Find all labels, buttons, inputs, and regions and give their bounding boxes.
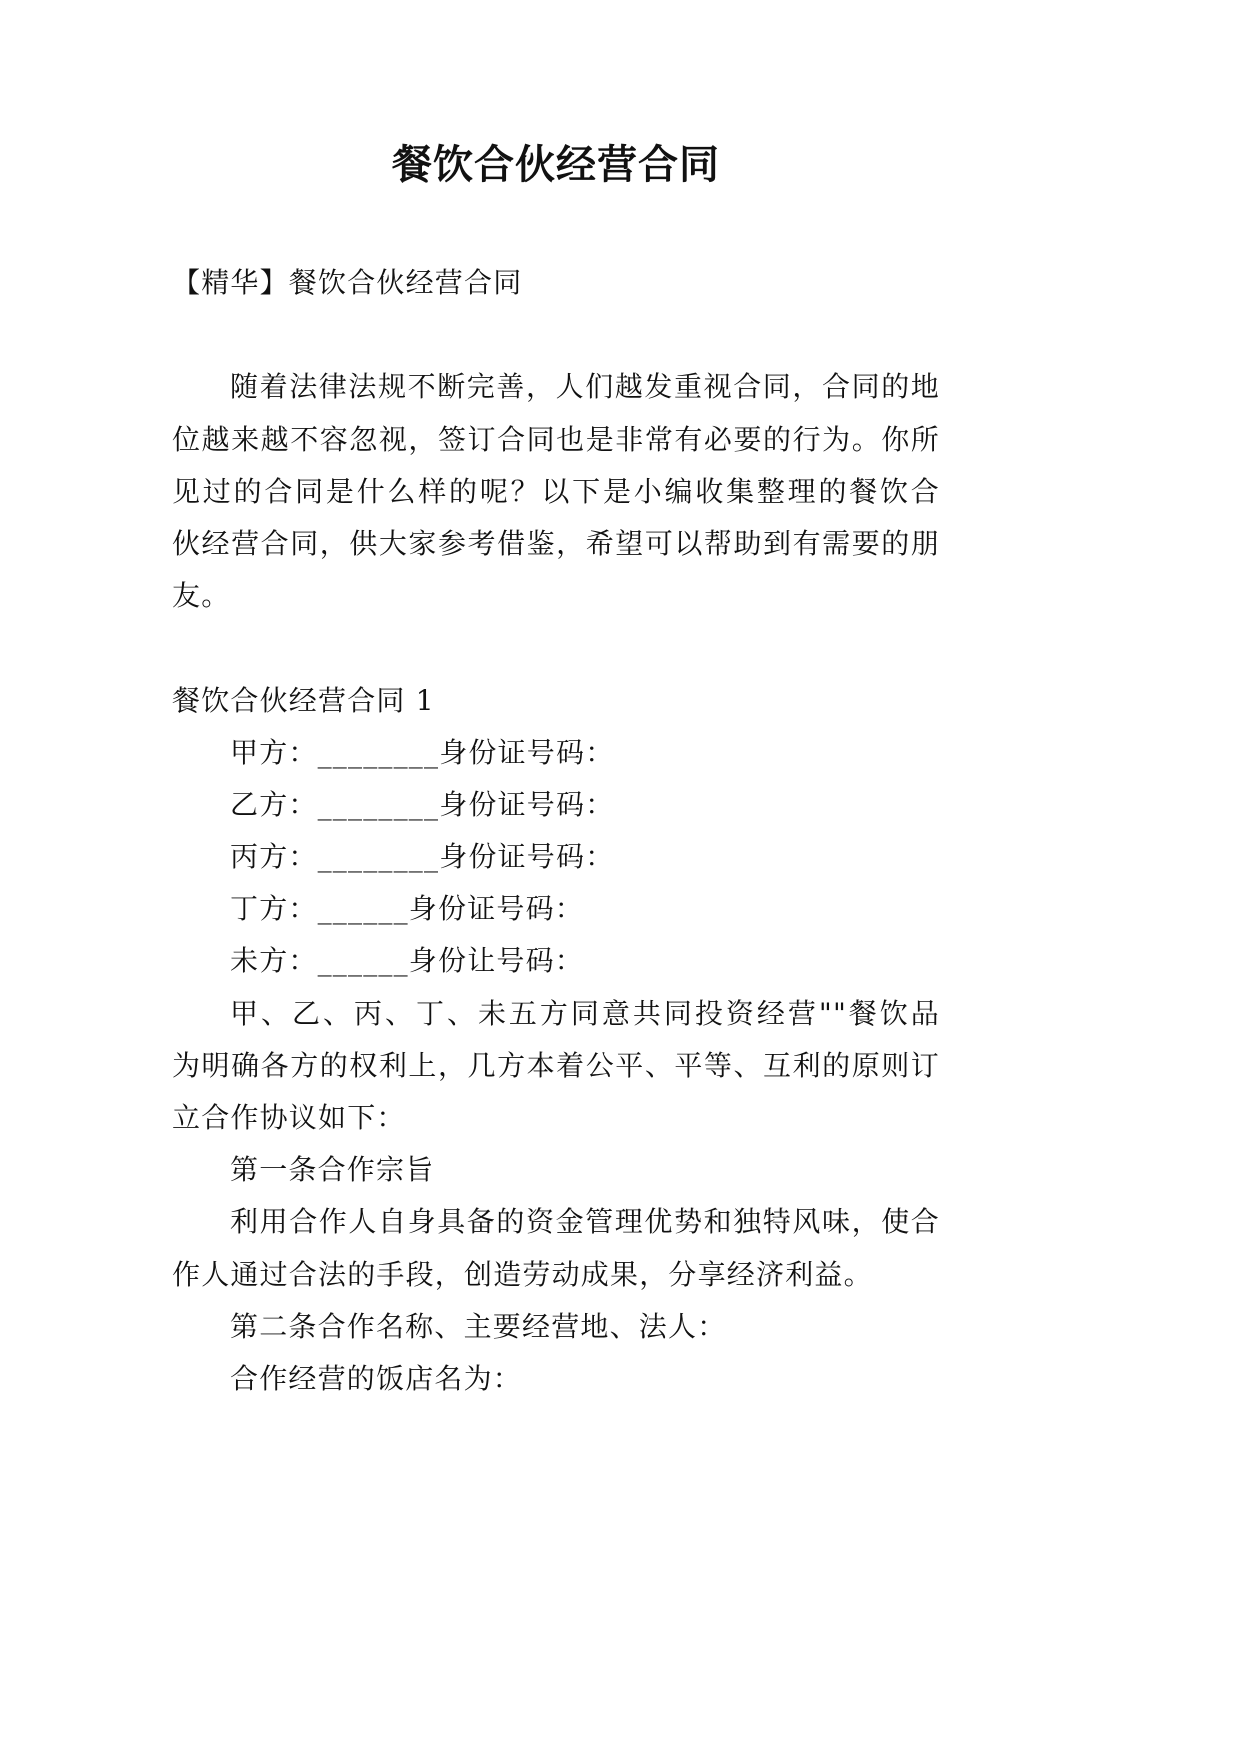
blank-line — [172, 622, 940, 674]
contract-heading: 餐饮合伙经营合同 1 — [172, 683, 435, 717]
article-body-line: 利用合作人自身具备的资金管理优势和独特风味，使合 — [230, 1205, 940, 1239]
intro-line: 位越来越不容忽视，签订合同也是非常有必要的行为。你所 — [172, 422, 940, 456]
party-line: 未方：______身份让号码： — [230, 944, 585, 978]
preamble-line: 甲、乙、丙、丁、未五方同意共同投资经营""餐饮品 — [230, 996, 940, 1030]
preamble-line: 为明确各方的权利上，几方本着公平、平等、互利的原则订 — [172, 1048, 940, 1082]
party-line: 甲方：________身份证号码： — [230, 735, 615, 769]
document-body — [172, 257, 940, 1405]
article-heading: 第二条合作名称、主要经营地、法人： — [230, 1309, 727, 1343]
document-subtitle: 【精华】餐饮合伙经营合同 — [172, 266, 523, 299]
blank-line — [172, 309, 940, 361]
preamble-line: 立合作协议如下： — [172, 1101, 406, 1134]
intro-line: 随着法律法规不断完善，人们越发重视合同，合同的地 — [230, 370, 940, 404]
party-line: 丁方：______身份证号码： — [230, 892, 585, 926]
party-line: 丙方：________身份证号码： — [230, 840, 615, 874]
party-line: 乙方：________身份证号码： — [230, 787, 615, 821]
document-title: 餐饮合伙经营合同 — [392, 141, 720, 188]
intro-line: 友。 — [172, 579, 231, 613]
intro-line: 见过的合同是什么样的呢？以下是小编收集整理的餐饮合 — [172, 474, 940, 508]
article-body-line: 作人通过合法的手段，创造劳动成果，分享经济利益。 — [172, 1257, 873, 1291]
intro-line: 伙经营合同，供大家参考借鉴，希望可以帮助到有需要的朋 — [172, 526, 940, 560]
article-heading: 第一条合作宗旨 — [230, 1153, 435, 1187]
article-body-line: 合作经营的饭店名为： — [230, 1361, 523, 1395]
